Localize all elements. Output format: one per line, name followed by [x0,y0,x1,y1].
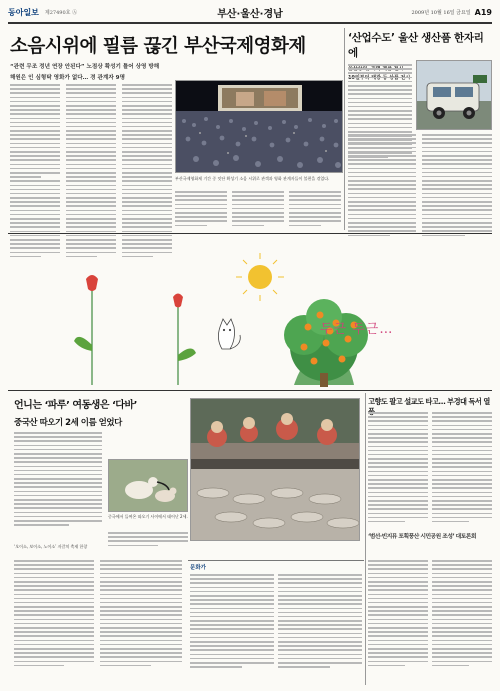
column-divider [344,28,345,230]
lower-left-body-column-4 [100,560,182,666]
newspaper-name: 동아일보 [8,7,39,17]
festival-crowd-photo[interactable] [175,80,343,173]
crowd-photo-caption: 부산국제영화제 기간 중 잇단 확성기 소음 시위로 관객과 영화 관계자들이 불편을 겪었다. [175,176,330,181]
masthead [8,4,492,20]
lower-right-body-column-4 [432,560,492,666]
main-body-column-1 [10,84,60,257]
column-divider-2 [365,393,366,685]
section-title: 부산·울산·경남 [217,8,283,20]
lower-left-headline[interactable]: 언니는 ‘파루’ 여동생은 ‘다바’ [14,400,137,411]
fish-market-photo[interactable] [190,398,360,541]
ibis-photo-caption: 중국에서 들여온 따오기 사이에서 태어난 2세. [108,514,188,519]
culture-box-title: 문화가 [190,565,206,571]
side-body-column-2 [348,134,416,236]
illustration-caption: 두근 두근… [320,322,394,337]
main-headline[interactable]: 소음시위에 필름 끊긴 부산국제영화제 [10,36,306,57]
main-body-column-6 [289,191,341,229]
main-body-column-2 [66,84,116,257]
main-kicker-2: 해원은 인 심형탁 영화가 없다… 경 관계자 9명 [10,75,125,81]
publication-date: 2009년 10월 16일 금요일 [411,9,471,16]
main-body-column-4 [175,191,227,229]
lower-right-body-column-2 [432,412,492,522]
market-photo-caption: ‘오이소, 보이소, 노이소’ 자갈치 축제 한창 [14,544,88,549]
page-number: A19 [474,7,492,17]
sun-icon [236,253,284,301]
masthead-rule [8,22,492,24]
main-body-column-3 [122,84,172,257]
main-body-column-5 [232,191,284,229]
culture-column-1 [190,574,274,668]
section-divider [8,233,492,234]
culture-column-2 [278,574,362,668]
orange-tree-icon [284,299,368,387]
side-body-column-3 [422,134,492,236]
lower-left-body-column-3 [14,560,94,666]
lower-left-kicker: 중국산 따오기 2세 이름 얻었다 [14,418,122,428]
tulip-icon [74,275,196,385]
lower-right-body-column-1 [368,412,428,522]
ibis-photo[interactable] [108,459,188,512]
lower-left-body-column-1 [14,432,102,526]
vehicle-photo[interactable] [416,60,492,130]
main-kicker-1: “관련 무조 정년 연장 안된다” 노점상 확성기 틀어 상영 방해 [10,64,160,70]
lower-right-body-column-3 [368,560,428,666]
issue-number: 제27490호 Ⓐ [44,9,78,16]
cat-icon [218,319,240,349]
lower-right-headline[interactable]: 고향도 팔고 설교도 타고… 부경대 독서 열 [368,397,490,406]
section-divider-2 [8,390,492,391]
illustration-panel [8,235,492,387]
side-headline[interactable]: ‘산업수도’ 울산 생산품 한자리에 [348,32,484,59]
lower-right-kicker[interactable]: ‘범선·빈지뮤 포획풍산 시민공원 조성’ 대토론회 [368,534,477,540]
